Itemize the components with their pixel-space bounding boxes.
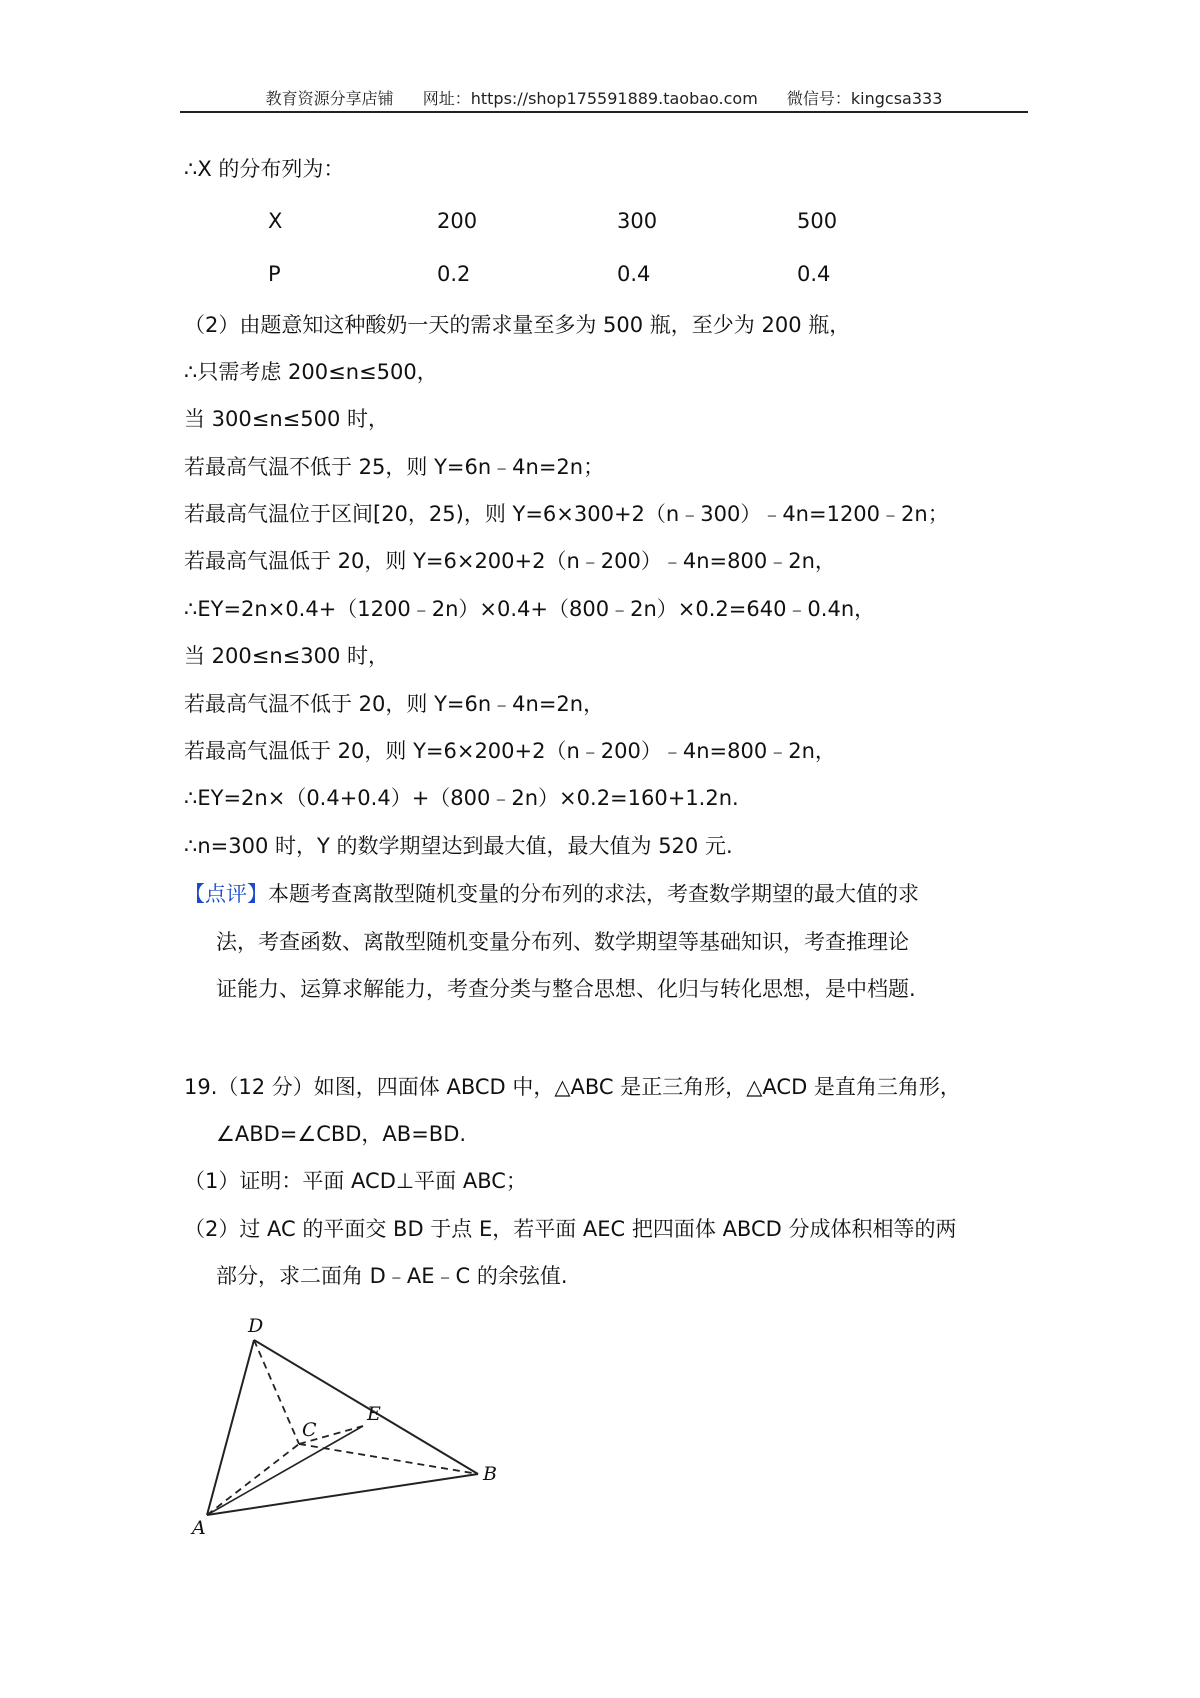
label-c: C — [302, 1419, 317, 1441]
label-a: A — [192, 1517, 206, 1539]
problem-line: 19.（12 分）如图，四面体 ABCD 中，△ABC 是正三角形，△ACD 是直角三角形， — [184, 1075, 961, 1099]
label-e: E — [367, 1403, 381, 1425]
solution-line: ∴n=300 时，Y 的数学期望达到最大值，最大值为 520 元. — [184, 834, 733, 858]
table-cell: 200 — [437, 209, 478, 233]
problem-line: （1）证明：平面 ACD⊥平面 ABC； — [184, 1169, 527, 1193]
header-text — [180, 86, 1028, 109]
edge-dc — [254, 1340, 299, 1444]
solution-line: 若最高气温不低于 25，则 Y=6n﹣4n=2n； — [184, 455, 605, 479]
comment-line: 证能力、运算求解能力，考查分类与整合思想、化归与转化思想，是中档题. — [216, 977, 916, 1001]
table-cell: 0.4 — [797, 262, 831, 286]
header-divider — [180, 111, 1028, 113]
table-cell: 0.2 — [437, 262, 471, 286]
edge-ac — [207, 1444, 299, 1515]
solution-line: 当 300≤n≤500 时， — [184, 407, 390, 431]
header-url: 网址：https://shop175591889.taobao.com — [422, 89, 758, 108]
solution-line: ∴EY=2n×0.4+（1200﹣2n）×0.4+（800﹣2n）×0.2=640﹣0.4n， — [184, 597, 876, 621]
header-wechat: 微信号：kingcsa333 — [786, 89, 943, 108]
problem-line: ∠ABD=∠CBD，AB=BD. — [216, 1122, 467, 1146]
comment-text: 本题考查离散型随机变量的分布列的求法，考查数学期望的最大值的求 — [268, 882, 919, 906]
label-b: B — [483, 1463, 497, 1485]
edge-ae — [207, 1426, 363, 1515]
table-cell: 500 — [797, 209, 838, 233]
comment-tag: 【点评】 — [184, 882, 268, 906]
label-d: D — [248, 1315, 264, 1337]
table-cell: 300 — [617, 209, 658, 233]
solution-line: 当 200≤n≤300 时， — [184, 644, 390, 668]
distribution-intro: ∴X 的分布列为： — [184, 157, 345, 181]
comment-line: 法，考查函数、离散型随机变量分布列、数学期望等基础知识，考查推理论 — [216, 930, 909, 954]
solution-line: 若最高气温低于 20，则 Y=6×200+2（n﹣200）﹣4n=800﹣2n， — [184, 549, 836, 573]
solution-line: ∴EY=2n×（0.4+0.4）+（800﹣2n）×0.2=160+1.2n. — [184, 786, 739, 810]
table-cell: X — [268, 209, 283, 233]
edge-da — [207, 1340, 254, 1515]
solution-line: （2）由题意知这种酸奶一天的需求量至多为 500 瓶，至少为 200 瓶， — [184, 313, 851, 337]
comment-line — [184, 880, 919, 908]
solution-line: ∴只需考虑 200≤n≤500， — [184, 360, 438, 384]
table-cell: P — [268, 262, 281, 286]
solution-line: 若最高气温不低于 20，则 Y=6n﹣4n=2n， — [184, 692, 605, 716]
solution-line: 若最高气温位于区间[20，25)，则 Y=6×300+2（n﹣300）﹣4n=1200﹣2n； — [184, 502, 949, 526]
solution-line: 若最高气温低于 20，则 Y=6×200+2（n﹣200）﹣4n=800﹣2n， — [184, 739, 836, 763]
table-cell: 0.4 — [617, 262, 651, 286]
edge-ab — [207, 1474, 478, 1515]
problem-line: 部分，求二面角 D﹣AE﹣C 的余弦值. — [216, 1264, 568, 1288]
problem-line: （2）过 AC 的平面交 BD 于点 E，若平面 AEC 把四面体 ABCD 分成体积相等的两 — [184, 1217, 957, 1241]
tetrahedron-figure — [180, 1310, 520, 1540]
header-shop: 教育资源分享店铺 — [265, 89, 394, 108]
